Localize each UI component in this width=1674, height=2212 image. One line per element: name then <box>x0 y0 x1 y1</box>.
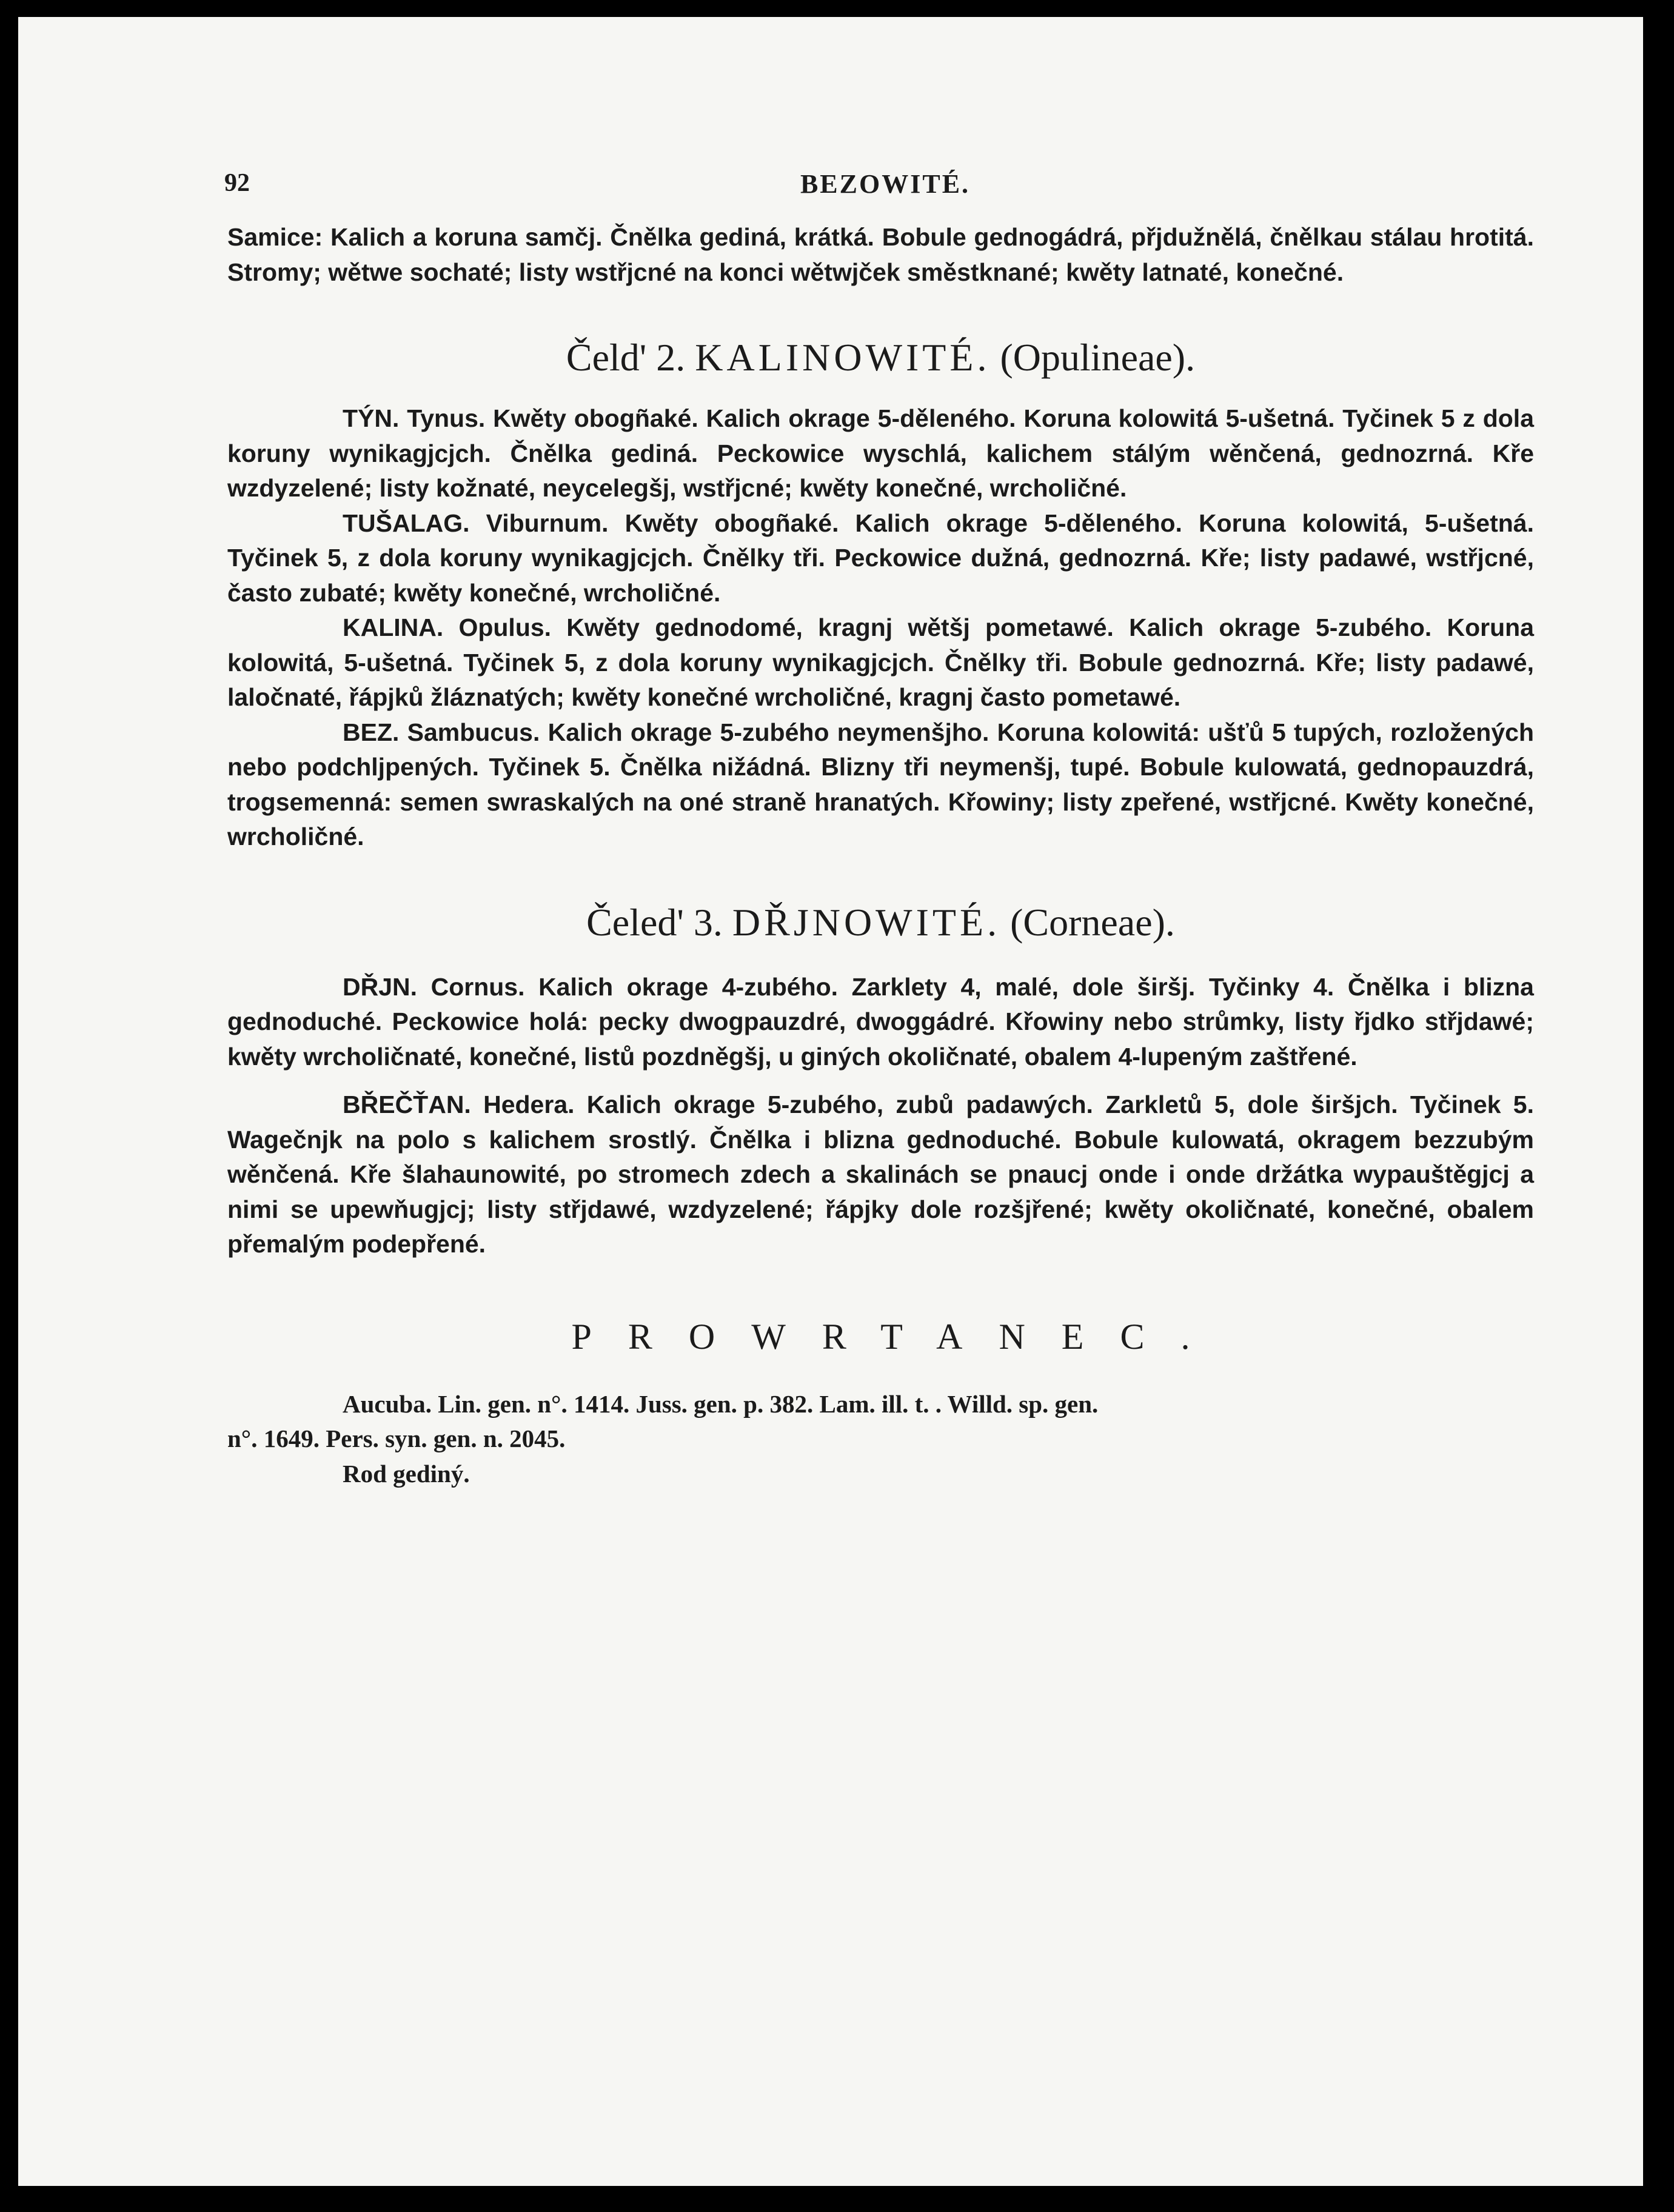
paragraph-gap <box>227 1074 1534 1088</box>
family-latin: (Opulineae). <box>1000 336 1196 379</box>
running-title: BEZOWITÉ. <box>800 169 971 199</box>
genus-entry-drjn: DŘJN. Cornus. Kalich okrage 4-zubého. Zarklety 4, malé, dole širšj. Tyčinky 4. Čnělka i blizna gednoduché. Peckowice holá: pecky dwogpauzdré, dwoggádré. Křowiny nebo strůmky, listy řjdko střjdawé; kwěty wrcholičnaté, konečné, listů pozdněgšj, u giných okoličnaté, obalem 4-lupeným zaštřené. <box>227 972 1534 1071</box>
page-body <box>227 220 1534 1491</box>
family-latin: (Corneae). <box>1010 900 1175 944</box>
family-name: DŘJNOWITÉ. <box>732 900 1001 944</box>
family-heading-kalinowite <box>227 327 1534 388</box>
genus-note: Rod gediný. <box>343 1459 470 1488</box>
genus-entry-tusalag: TUŠALAG. Viburnum. Kwěty obogñaké. Kalich okrage 5-děleného. Koruna kolowitá, 5-ušetná. Tyčinek 5, z dola koruny wynikagjcjch. Čnělky tři. Peckowice dužná, gednozrná. Kře; listy padawé, wstřjcné, často zubaté; kwěty konečné, wrcholičné. <box>227 509 1534 607</box>
genus-entry-tyn: TÝN. Tynus. Kwěty obogñaké. Kalich okrage 5-děleného. Koruna kolowitá 5-ušetná. Tyčinek 5 z dola koruny wynikagjcjch. Čnělka gediná. Peckowice wyschlá, kalichem stálým wěnčená, gednozrná. Kře wzdyzelené; listy kožnaté, neycelegšj, wstřjcné; kwěty konečné, wrcholičné. <box>227 404 1534 502</box>
family-label: Čeled' 3. <box>586 900 723 944</box>
genus-heading-prowrtanec: PROWRTANEC. <box>571 1316 1227 1357</box>
family-name: KALINOWITÉ. <box>695 336 991 379</box>
family-label: Čeld' 2. <box>566 336 686 379</box>
running-header <box>224 169 1546 205</box>
genus-references-line1: Aucuba. Lin. gen. n°. 1414. Juss. gen. p. 382. Lam. ill. t. . Willd. sp. gen. <box>343 1389 1099 1418</box>
genus-entry-bez: BEZ. Sambucus. Kalich okrage 5-zubého neymenšjho. Koruna kolowitá: ušťů 5 tupých, rozložených nebo podchljpených. Tyčinek 5. Čnělka nižádná. Blizny tři neymenšj, tupé. Bobule kulowatá, gednopauzdrá, trogsemenná: semen swraskalých na oné straně hranatých. Křowiny; listy zpeřené, wstřjcné. Kwěty konečné, wrcholičné. <box>227 718 1534 850</box>
genus-entry-kalina: KALINA. Opulus. Kwěty gednodomé, kragnj wětšj pometawé. Kalich okrage 5-zubého. Koruna kolowitá, 5-ušetná. Tyčinek 5, z dola koruny wynikagjcjch. Čnělky tři. Bobule gednozrná. Kře; listy padawé, laločnaté, řápjků žláznatých; kwěty konečné wrcholičné, kragnj často pometawé. <box>227 613 1534 711</box>
intro-paragraph: Samice: Kalich a koruna samčj. Čnělka gediná, krátká. Bobule gednogádrá, přjdužnělá, čnělkau stálau hrotitá. Stromy; wětwe sochaté; listy wstřjcné na konci wětwjček směstknané; kwěty latnaté, konečné. <box>227 223 1534 286</box>
page-number: 92 <box>224 169 250 197</box>
genus-references-line2: n°. 1649. Pers. syn. gen. n. 2045. <box>227 1425 566 1452</box>
genus-entry-brectan: BŘEČŤAN. Hedera. Kalich okrage 5-zubého, zubů padawých. Zarkletů 5, dole širšjch. Tyčinek 5. Wagečnjk na polo s kalichem srostlý. Čnělka i blizna gednoduché. Bobule kulowatá, okragem bezzubým wěnčená. Kře šlahaunowité, po stromech zdech a skalinách se pnaucj onde i onde držátka wypauštěgjcj a nimi se upewňugjcj; listy střjdawé, wzdyzelené; řápjky dole rozšjřené; kwěty okoličnaté, konečné, obalem přemalým podepřené. <box>227 1091 1534 1258</box>
book-page <box>18 17 1643 2186</box>
family-heading-drjnowite <box>227 892 1534 953</box>
